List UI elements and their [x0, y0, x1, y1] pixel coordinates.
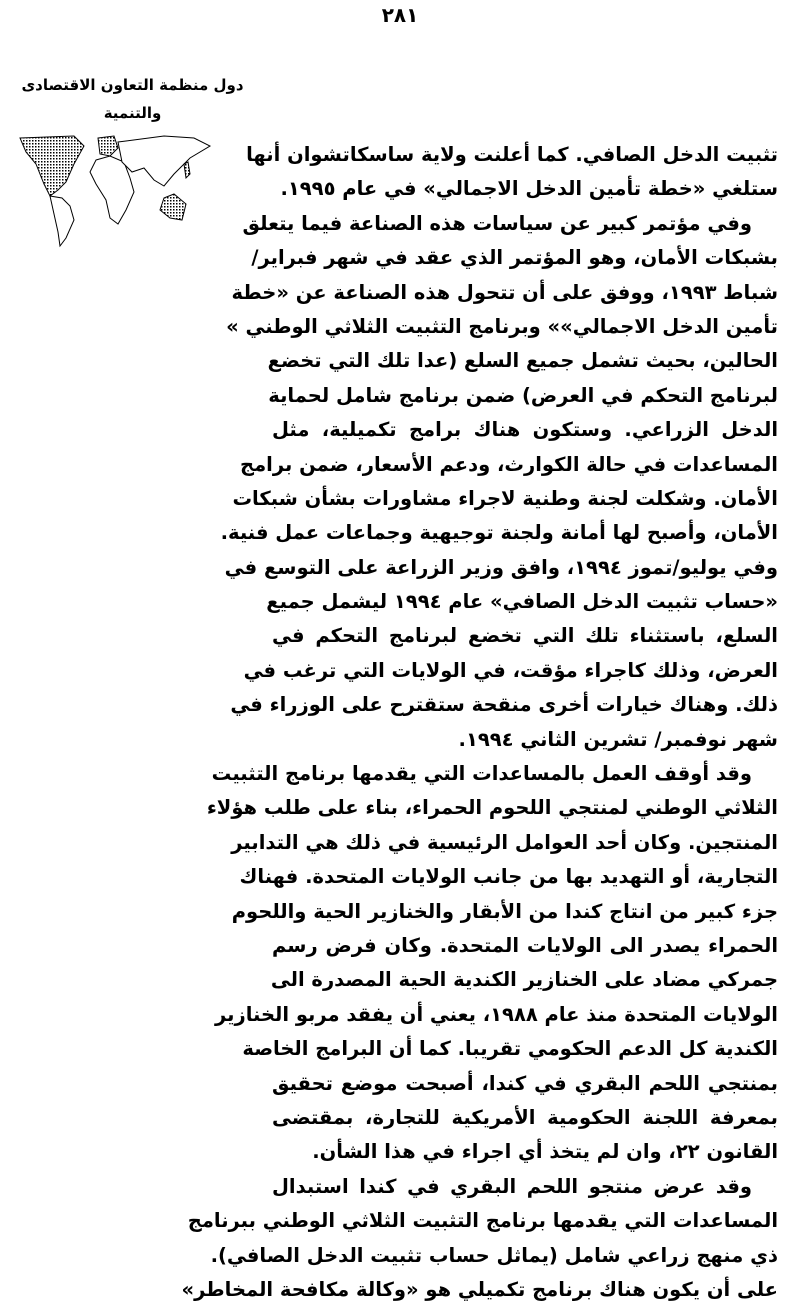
- sidebar-title-line2: والتنمية: [103, 104, 162, 122]
- text-line: على أن يكون هناك برنامج تكميلي هو «وكالة مكافحة المخاطر»: [181, 1277, 778, 1301]
- text-line: الأمان، وأصبح لها أمانة ولجنة توجيهية وجماعات عمل فنية.: [220, 521, 778, 545]
- text-line: جزء كبير من انتاج كندا من الأبقار والخنازير الحية واللحوم: [231, 899, 778, 923]
- text-line: جمركي مضاد على الخنازير الكندية الحية المصدرة الى: [270, 968, 778, 992]
- text-line: بمنتجي اللحم البقري في كندا، أصبحت موضع تحقيق: [272, 1071, 778, 1095]
- body-text: [181, 138, 778, 1307]
- text-line: الكندية كل الدعم الحكومي تقريبا. كما أن البرامج الخاصة: [242, 1037, 778, 1061]
- text-line: الدخل الزراعي. وستكون هناك برامج تكميلية، مثل: [272, 418, 778, 442]
- text-line: وفي يوليو/تموز ١٩٩٤، وافق وزير الزراعة على التوسع في: [224, 555, 778, 579]
- text-line: الثلاثي الوطني لمنتجي اللحوم الحمراء، بناء على طلب هؤلاء: [206, 796, 778, 820]
- text-line: وفي مؤتمر كبير عن سياسات هذه الصناعة فيما يتعلق: [242, 211, 752, 235]
- text-line: تأمين الدخل الاجمالي»» وبرنامج التثبيت الثلاثي الوطني »: [226, 314, 778, 338]
- world-map-icon: [14, 134, 214, 249]
- text-line: المنتجين. وكان أحد العوامل الرئيسية في ذلك هي التدابير: [231, 830, 778, 854]
- text-line: الحمراء يصدر الى الولايات المتحدة. وكان فرض رسم: [272, 933, 778, 957]
- text-line: «حساب تثبيت الدخل الصافي» عام ١٩٩٤ ليشمل جميع: [266, 590, 778, 614]
- text-line: ستلغي «خطة تأمين الدخل الاجمالي» في عام ١٩٩٥.: [280, 177, 778, 201]
- text-line: الحالين، بحيث تشمل جميع السلع (عدا تلك التي تخضع: [267, 349, 778, 373]
- text-line: تثبيت الدخل الصافي. كما أعلنت ولاية ساسكاتشوان أنها: [246, 143, 778, 166]
- page-number: ٢٨١: [381, 3, 419, 27]
- text-line: بشبكات الأمان، وهو المؤتمر الذي عقد في شهر فبراير/: [251, 246, 778, 270]
- text-line: ذلك. وهناك خيارات أخرى منقحة ستقترح على الوزراء في: [230, 693, 778, 717]
- text-line: ذي منهج زراعي شامل (يماثل حساب تثبيت الدخل الصافي).: [210, 1243, 778, 1267]
- text-line: وقد أوقف العمل بالمساعدات التي يقدمها برنامج التثبيت: [211, 762, 752, 786]
- text-line: التجارية، أو التهديد بها من جانب الولايات المتحدة. فهناك: [239, 865, 778, 889]
- text-line: الولايات المتحدة منذ عام ١٩٨٨، يعني أن يفقد مربو الخنازير: [215, 1002, 778, 1026]
- sidebar-title-line1: دول منظمة التعاون الاقتصادى: [21, 76, 244, 94]
- text-line: شهر نوفمبر/ تشرين الثاني ١٩٩٤.: [458, 727, 778, 751]
- text-line: لبرنامج التحكم في العرض) ضمن برنامج شامل لحماية: [268, 383, 778, 407]
- text-line: السلع، باستثناء تلك التي تخضع لبرنامج التحكم في: [272, 624, 778, 648]
- text-line: وقد عرض منتجو اللحم البقري في كندا استبدال: [272, 1174, 752, 1198]
- text-line: الأمان. وشكلت لجنة وطنية لاجراء مشاورات بشأن شبكات: [232, 486, 778, 510]
- text-line: العرض، وذلك كاجراء مؤقت، في الولايات التي ترغب في: [243, 658, 778, 682]
- text-line: المساعدات التي يقدمها برنامج التثبيت الثلاثي الوطني ببرنامج: [187, 1209, 778, 1233]
- text-line: القانون ٢٢، وان لم يتخذ أي اجراء في هذا الشأن.: [312, 1140, 778, 1164]
- text-line: المساعدات في حالة الكوارث، ودعم الأسعار، ضمن برامج: [240, 452, 778, 476]
- text-line: بمعرفة اللجنة الحكومية الأمريكية للتجارة، بمقتضى: [272, 1105, 778, 1129]
- text-line: شباط ١٩٩٣، ووفق على أن تتحول هذه الصناعة عن «خطة: [231, 280, 778, 304]
